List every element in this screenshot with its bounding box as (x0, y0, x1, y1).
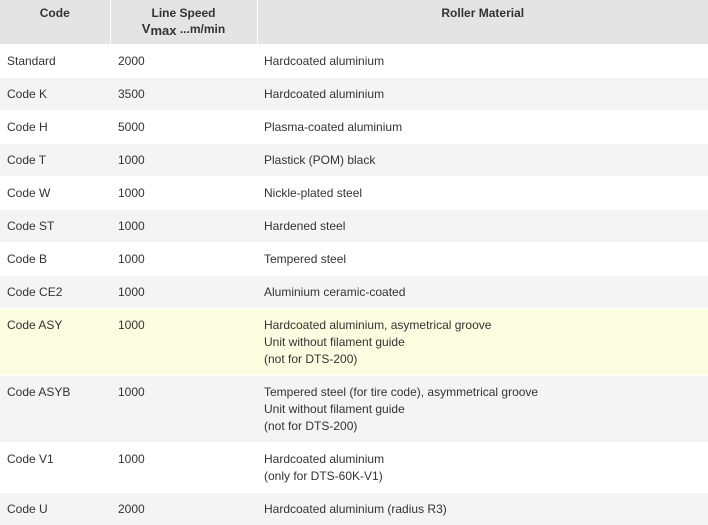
table-row (0, 493, 708, 525)
material-line: Unit without filament guide (264, 401, 701, 418)
table-row (0, 210, 708, 243)
cell-line-speed: 1000 (110, 177, 257, 210)
material-line: Hardcoated aluminium (264, 86, 701, 103)
table-row (0, 243, 708, 276)
table-row (0, 276, 708, 309)
cell-code: Code ASYB (0, 376, 110, 443)
cell-line-speed: 5000 (110, 111, 257, 144)
material-line: Hardcoated aluminium (radius R3) (264, 501, 701, 518)
cell-code: Code V1 (0, 443, 110, 493)
table-row (0, 309, 708, 376)
material-line: Aluminium ceramic-coated (264, 284, 701, 301)
cell-line-speed: 2000 (110, 45, 257, 78)
cell-code: Code ST (0, 210, 110, 243)
header-vmax-symbol: V (142, 21, 151, 36)
material-line: Tempered steel (264, 251, 701, 268)
material-line: Hardened steel (264, 218, 701, 235)
material-line: (only for DTS-60K-V1) (264, 468, 701, 485)
header-code: Code (0, 0, 110, 45)
material-line: Nickle-plated steel (264, 185, 701, 202)
table-body (0, 45, 708, 525)
cell-roller-material (257, 376, 708, 443)
cell-code: Code K (0, 78, 110, 111)
table-header (0, 0, 708, 45)
material-line: (not for DTS-200) (264, 351, 701, 368)
cell-roller-material (257, 78, 708, 111)
table-row (0, 177, 708, 210)
header-line-speed (110, 0, 257, 45)
cell-line-speed: 1000 (110, 210, 257, 243)
material-line: Hardcoated aluminium, asymetrical groove (264, 317, 701, 334)
material-line: Tempered steel (for tire code), asymmetrical groove (264, 384, 701, 401)
cell-code: Code T (0, 144, 110, 177)
table-row (0, 144, 708, 177)
cell-code: Code W (0, 177, 110, 210)
material-line: (not for DTS-200) (264, 418, 701, 435)
cell-line-speed: 1000 (110, 144, 257, 177)
cell-line-speed: 2000 (110, 493, 257, 525)
cell-code: Code B (0, 243, 110, 276)
cell-line-speed: 1000 (110, 309, 257, 376)
cell-roller-material (257, 493, 708, 525)
cell-roller-material (257, 45, 708, 78)
cell-roller-material (257, 276, 708, 309)
cell-code: Code ASY (0, 309, 110, 376)
table-row (0, 45, 708, 78)
cell-line-speed: 1000 (110, 443, 257, 493)
cell-line-speed: 1000 (110, 376, 257, 443)
material-line: Hardcoated aluminium (264, 53, 701, 70)
cell-code: Code H (0, 111, 110, 144)
cell-line-speed: 1000 (110, 243, 257, 276)
cell-roller-material (257, 243, 708, 276)
header-line-speed-label: Line Speed (151, 6, 215, 20)
material-line: Plastick (POM) black (264, 152, 701, 169)
table-row (0, 111, 708, 144)
cell-code: Standard (0, 45, 110, 78)
cell-code: Code CE2 (0, 276, 110, 309)
cell-line-speed: 1000 (110, 276, 257, 309)
cell-roller-material (257, 144, 708, 177)
cell-roller-material (257, 177, 708, 210)
table-row (0, 443, 708, 493)
material-line: Plasma-coated aluminium (264, 119, 701, 136)
cell-roller-material (257, 111, 708, 144)
cell-code: Code U (0, 493, 110, 525)
table-row (0, 78, 708, 111)
header-roller-material: Roller Material (257, 0, 708, 45)
material-line: Hardcoated aluminium (264, 451, 701, 468)
cell-roller-material (257, 443, 708, 493)
header-vmax-subscript: max (150, 23, 176, 38)
cell-line-speed: 3500 (110, 78, 257, 111)
material-line: Unit without filament guide (264, 334, 701, 351)
cell-roller-material (257, 210, 708, 243)
table-row (0, 376, 708, 443)
header-vmax-unit: ...m/min (177, 22, 226, 36)
cell-roller-material (257, 309, 708, 376)
